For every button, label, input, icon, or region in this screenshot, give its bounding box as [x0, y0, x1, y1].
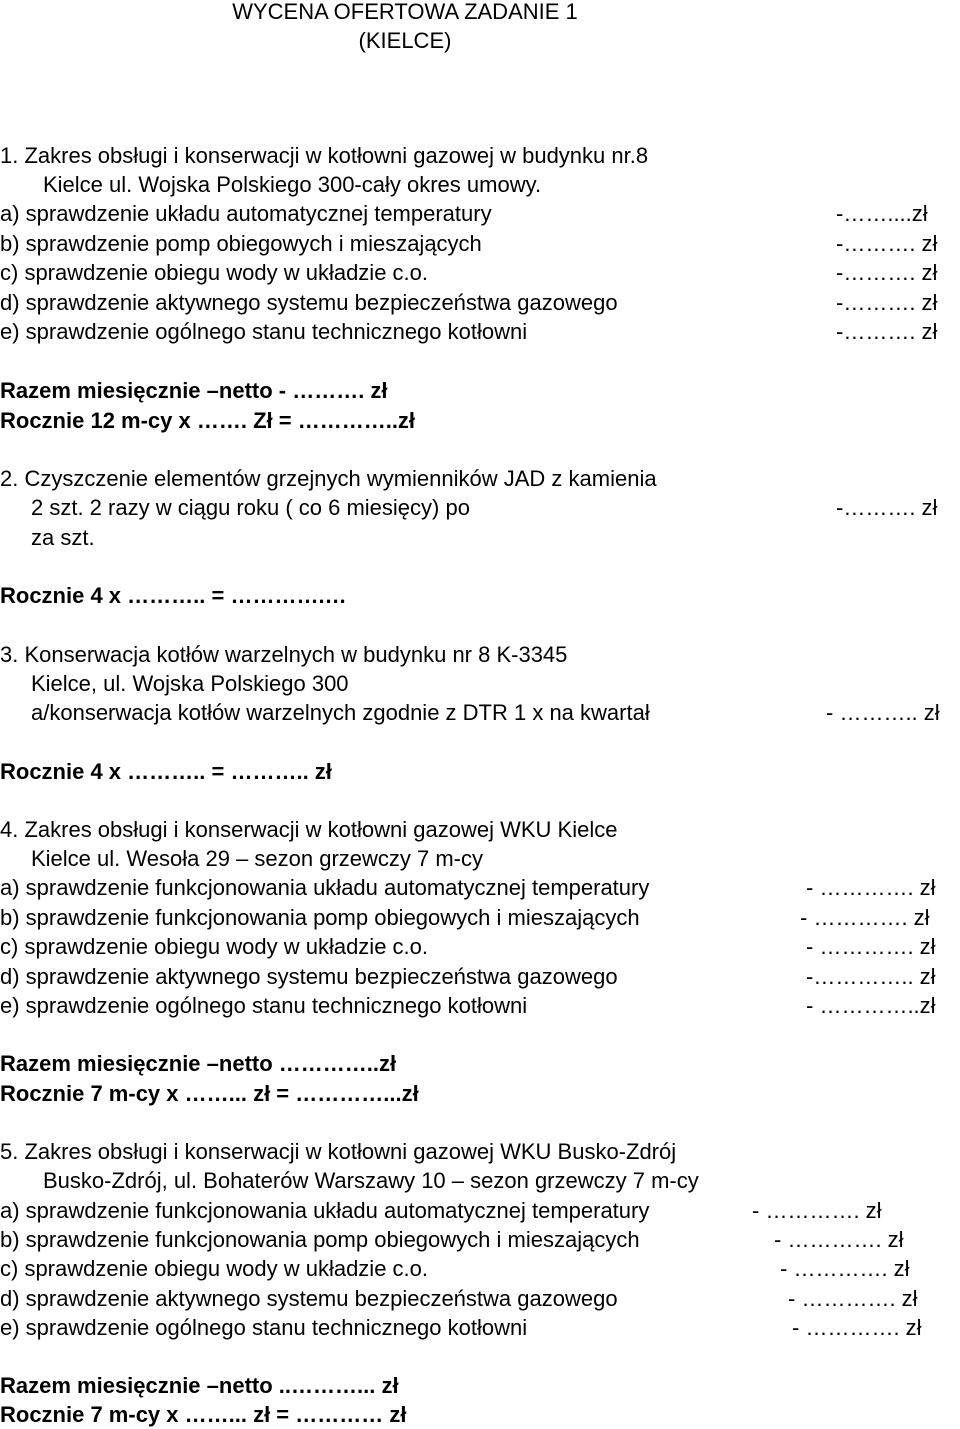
section-5-item-a: a) sprawdzenie funkcjonowania układu automatycznej temperatury — [0, 1198, 650, 1223]
section-4-item-e: e) sprawdzenie ogólnego stanu technicznego kotłowni — [0, 993, 528, 1018]
section-1-item-a-value: -……....zł — [836, 201, 928, 226]
doc-title-line-2: (KIELCE) — [358, 28, 452, 53]
section-4-yearly-total: Rocznie 7 m-cy x ……... zł = …………...zł — [0, 1081, 419, 1106]
section-4-item-b: b) sprawdzenie funkcjonowania pomp obiegowych i mieszających — [0, 905, 640, 930]
section-2-value: -………. zł — [836, 495, 938, 520]
section-5-item-a-value: - …………. zł — [752, 1198, 882, 1223]
section-5-item-b-value: - …………. zł — [774, 1227, 904, 1252]
section-4-item-c-value: - …………. zł — [806, 934, 936, 959]
section-1-item-c: c) sprawdzenie obiegu wody w układzie c.o. — [0, 260, 429, 285]
section-2-heading: 2. Czyszczenie elementów grzejnych wymienników JAD z kamienia — [0, 466, 657, 491]
section-1-item-b: b) sprawdzenie pomp obiegowych i mieszających — [0, 231, 482, 256]
section-4-item-a-value: - …………. zł — [806, 875, 936, 900]
section-4-address: Kielce ul. Wesoła 29 – sezon grzewczy 7 m-cy — [31, 846, 483, 871]
section-5-item-c: c) sprawdzenie obiegu wody w układzie c.o. — [0, 1256, 429, 1281]
section-5-monthly-total: Razem miesięcznie –netto ..………... zł — [0, 1373, 399, 1398]
section-4-item-a: a) sprawdzenie funkcjonowania układu automatycznej temperatury — [0, 875, 650, 900]
section-5-yearly-total: Rocznie 7 m-cy x ……... zł = ………… zł — [0, 1402, 407, 1427]
section-1-address: Kielce ul. Wojska Polskiego 300-cały okres umowy. — [43, 172, 542, 197]
section-5-item-e: e) sprawdzenie ogólnego stanu technicznego kotłowni — [0, 1315, 528, 1340]
section-5-item-c-value: - …………. zł — [780, 1256, 910, 1281]
section-3-item: a/konserwacja kotłów warzelnych zgodnie z DTR 1 x na kwartał — [31, 700, 650, 725]
section-1-item-e: e) sprawdzenie ogólnego stanu technicznego kotłowni — [0, 319, 528, 344]
section-3-heading: 3. Konserwacja kotłów warzelnych w budynku nr 8 K-3345 — [0, 642, 568, 667]
section-3-item-value: - ……….. zł — [826, 700, 940, 725]
section-2-yearly-total: Rocznie 4 x ……….. = ………….… — [0, 583, 347, 608]
section-4-item-d-value: -………….. zł — [806, 964, 936, 989]
section-1-item-c-value: -………. zł — [836, 260, 938, 285]
section-1-item-b-value: -………. zł — [836, 231, 938, 256]
section-4-item-c: c) sprawdzenie obiegu wody w układzie c.o. — [0, 934, 429, 959]
section-3-yearly-total: Rocznie 4 x ……….. = ……….. zł — [0, 759, 332, 784]
section-1-item-d-value: -………. zł — [836, 290, 938, 315]
section-5-address: Busko-Zdrój, ul. Bohaterów Warszawy 10 – sezon grzewczy 7 m-cy — [43, 1168, 699, 1193]
section-4-monthly-total: Razem miesięcznie –netto …………..zł — [0, 1051, 397, 1076]
section-1-item-d: d) sprawdzenie aktywnego systemu bezpieczeństwa gazowego — [0, 290, 618, 315]
section-3-address: Kielce, ul. Wojska Polskiego 300 — [31, 671, 349, 696]
doc-title-line-1: WYCENA OFERTOWA ZADANIE 1 — [232, 0, 578, 24]
section-4-heading: 4. Zakres obsługi i konserwacji w kotłowni gazowej WKU Kielce — [0, 817, 618, 842]
section-2-detail: 2 szt. 2 razy w ciągu roku ( co 6 miesięcy) po — [31, 495, 470, 520]
section-5-heading: 5. Zakres obsługi i konserwacji w kotłowni gazowej WKU Busko-Zdrój — [0, 1139, 677, 1164]
section-1-monthly-total: Razem miesięcznie –netto - ………. zł — [0, 378, 388, 403]
section-4-item-b-value: - …………. zł — [800, 905, 930, 930]
section-2-unit-note: za szt. — [31, 525, 95, 550]
section-4-item-e-value: - …………..zł — [806, 993, 936, 1018]
section-4-item-d: d) sprawdzenie aktywnego systemu bezpieczeństwa gazowego — [0, 964, 618, 989]
section-5-item-e-value: - …………. zł — [792, 1315, 922, 1340]
section-1-yearly-total: Rocznie 12 m-cy x ……. Zł = …………..zł — [0, 408, 416, 433]
section-1-item-a: a) sprawdzenie układu automatycznej temperatury — [0, 201, 492, 226]
section-5-item-d: d) sprawdzenie aktywnego systemu bezpieczeństwa gazowego — [0, 1286, 618, 1311]
section-5-item-b: b) sprawdzenie funkcjonowania pomp obiegowych i mieszających — [0, 1227, 640, 1252]
section-1-item-e-value: -………. zł — [836, 319, 938, 344]
section-1-heading: 1. Zakres obsługi i konserwacji w kotłowni gazowej w budynku nr.8 — [0, 143, 649, 168]
section-5-item-d-value: - …………. zł — [788, 1286, 918, 1311]
